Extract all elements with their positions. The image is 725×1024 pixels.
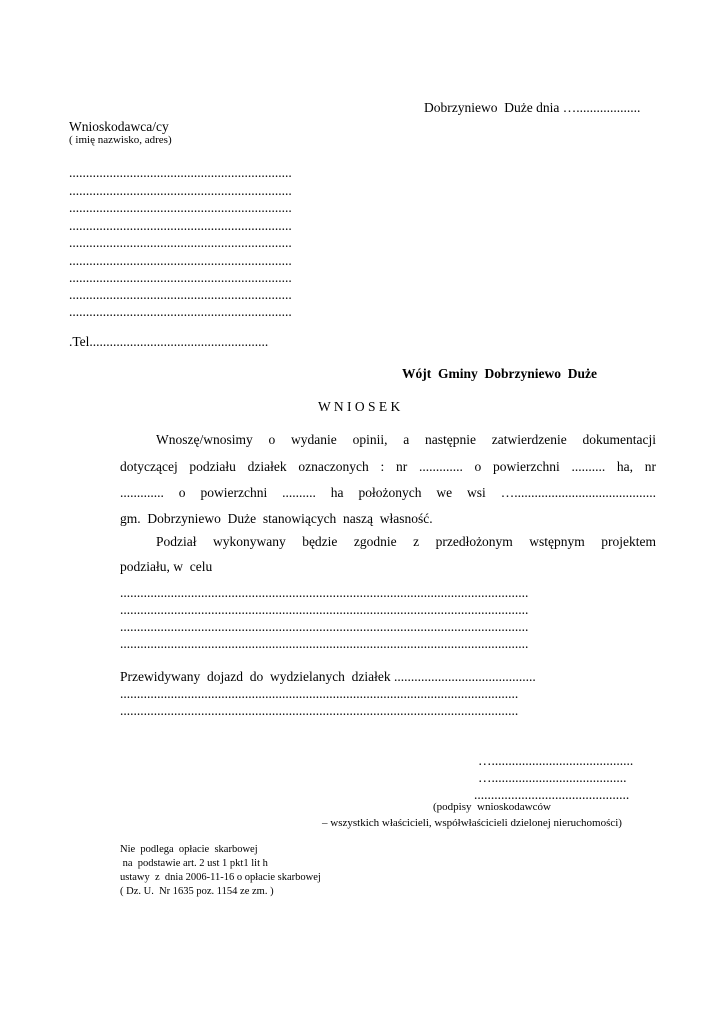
address-line: .................................................................. xyxy=(69,287,292,302)
address-line: .................................................................. xyxy=(69,235,292,250)
fill-line: ...................................................................................................................... xyxy=(120,686,519,701)
paragraph-line: podziału, w celu xyxy=(120,559,213,574)
fill-line: ......................................................................................................................... xyxy=(120,619,529,634)
address-line: .................................................................. xyxy=(69,304,292,319)
fill-line: ......................................................................................................................... xyxy=(120,602,529,617)
fill-line: ......................................................................................................................... xyxy=(120,585,529,600)
applicant-hint: ( imię nazwisko, adres) xyxy=(69,134,172,146)
paragraph-line: Podział wykonywany będzie zgodnie z przedłożonym wstępnym projektem xyxy=(156,534,656,549)
note-line: na podstawie art. 2 ust 1 pkt1 lit h xyxy=(120,858,268,869)
fill-line: ......................................................................................................................... xyxy=(120,636,529,651)
tel-line: .Tel..................................................... xyxy=(69,334,269,349)
address-line: .................................................................. xyxy=(69,183,292,198)
paragraph-line: ............. o powierzchni .......... ha położonych we wsi ….......................................... xyxy=(120,485,656,500)
address-line: .................................................................. xyxy=(69,200,292,215)
address-line: .................................................................. xyxy=(69,253,292,268)
note-line: ( Dz. U. Nr 1635 poz. 1154 ze zm. ) xyxy=(120,886,274,897)
applicant-label: Wnioskodawca/cy xyxy=(69,119,169,134)
signature-caption: (podpisy wnioskodawców xyxy=(433,801,551,813)
address-line: .................................................................. xyxy=(69,270,292,285)
signature-line: ….......................................... xyxy=(478,753,634,768)
paragraph-line: dotyczącej podziału działek oznaczonych : nr ............. o powierzchni .......... ha, nr xyxy=(120,459,656,474)
recipient: Wójt Gminy Dobrzyniewo Duże xyxy=(402,366,597,381)
access-line: Przewidywany dojazd do wydzielanych działek .......................................... xyxy=(120,669,536,684)
paragraph-line: Wnoszę/wnosimy o wydanie opinii, a następnie zatwierdzenie dokumentacji xyxy=(156,432,656,447)
signature-line: …........................................ xyxy=(478,770,627,785)
paragraph-line: gm. Dobrzyniewo Duże stanowiących naszą własność. xyxy=(120,511,433,526)
signature-caption: – wszystkich właścicieli, współwłaścicieli dzielonej nieruchomości) xyxy=(322,817,622,829)
fill-line: ...................................................................................................................... xyxy=(120,703,519,718)
date-line: Dobrzyniewo Duże dnia …................... xyxy=(424,100,641,115)
address-line: .................................................................. xyxy=(69,218,292,233)
note-line: ustawy z dnia 2006-11-16 o opłacie skarbowej xyxy=(120,872,321,883)
note-line: Nie podlega opłacie skarbowej xyxy=(120,844,258,855)
address-line: .................................................................. xyxy=(69,165,292,180)
signature-line: .............................................. xyxy=(474,787,630,802)
document-title: W N I O S E K xyxy=(318,399,401,414)
